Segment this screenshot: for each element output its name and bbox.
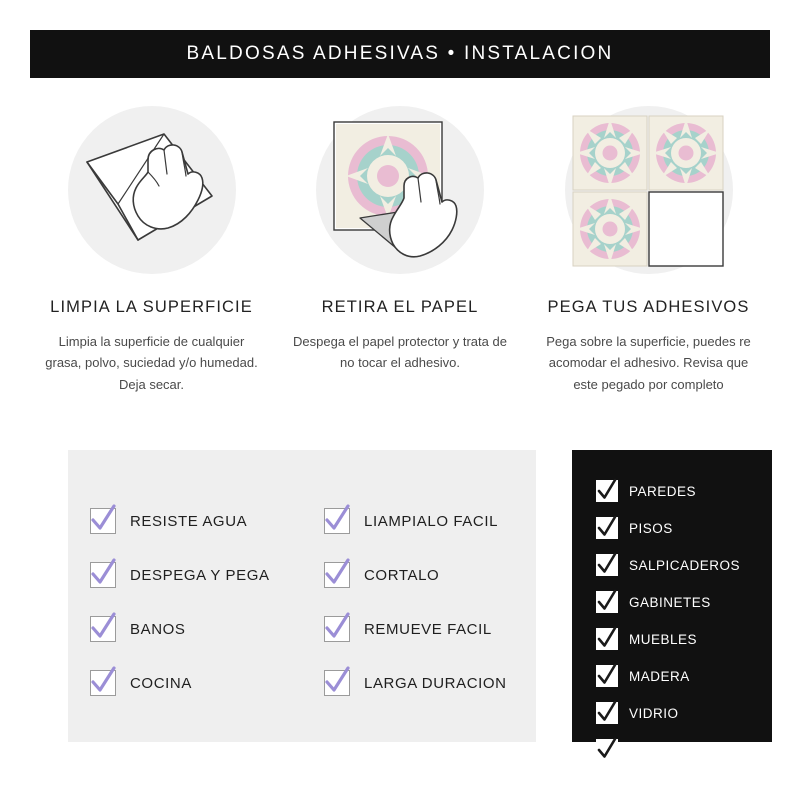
checkbox-checked-icon (596, 702, 618, 724)
feature-item (324, 616, 536, 642)
checkbox-checked-icon (324, 562, 350, 588)
checkbox-checked-icon (324, 616, 350, 642)
surface-label: PISOS (629, 520, 673, 536)
step-3-title: PEGA TUS ADHESIVOS (547, 298, 750, 316)
feature-item (324, 562, 536, 588)
hand-peeling-backing-paper-icon (300, 100, 500, 280)
surface-label: MADERA (629, 668, 690, 684)
checkbox-checked-icon (90, 562, 116, 588)
checkbox-checked-icon (90, 670, 116, 696)
checkbox-checked-icon (90, 616, 116, 642)
step-peel-paper (279, 100, 522, 395)
surface-item (596, 739, 772, 761)
step-1-title: LIMPIA LA SUPERFICIE (50, 298, 253, 316)
checkbox-checked-icon (596, 480, 618, 502)
checkbox-checked-icon (596, 554, 618, 576)
surface-item (596, 591, 772, 613)
checkbox-checked-icon (90, 508, 116, 534)
feature-label: RESISTE AGUA (130, 512, 248, 530)
feature-label: LIAMPIALO FACIL (364, 512, 499, 530)
step-2-artwork (279, 100, 522, 280)
page-title: BALDOSAS ADHESIVAS • INSTALACION (186, 43, 614, 64)
steps-section (30, 100, 770, 395)
checkbox-checked-icon (596, 739, 618, 761)
feature-item (90, 508, 302, 534)
feature-label: COCINA (130, 674, 192, 692)
checkbox-checked-icon (596, 591, 618, 613)
hand-cleaning-surface-icon (52, 100, 252, 280)
feature-label: DESPEGA Y PEGA (130, 566, 270, 584)
checkbox-checked-icon (596, 517, 618, 539)
step-3-description: Pega sobre la superficie, puedes re acomodar el adhesivo. Revisa que este pegado por completo (546, 334, 751, 392)
header-banner (30, 30, 770, 78)
feature-item (324, 670, 536, 696)
surface-item (596, 665, 772, 687)
checkbox-checked-icon (596, 628, 618, 650)
surface-item (596, 554, 772, 576)
feature-item (90, 562, 302, 588)
step-3-artwork (527, 100, 770, 280)
feature-label: LARGA DURACION (364, 674, 507, 692)
surface-label: SALPICADEROS (629, 557, 741, 573)
feature-item (90, 616, 302, 642)
surfaces-panel (572, 450, 772, 758)
step-apply-tiles (527, 100, 770, 395)
feature-item (90, 670, 302, 696)
feature-label: CORTALO (364, 566, 440, 584)
surface-item (596, 702, 772, 724)
step-clean-surface (30, 100, 273, 395)
surface-label: GABINETES (629, 594, 711, 610)
surface-label: MUEBLES (629, 631, 698, 647)
checkbox-checked-icon (324, 670, 350, 696)
step-2-description: Despega el papel protector y trata de no tocar el adhesivo. (293, 334, 507, 371)
features-panel (68, 450, 536, 742)
step-1-description: Limpia la superficie de cualquier grasa, polvo, suciedad y/o humedad. Deja secar. (45, 334, 258, 392)
surface-item (596, 628, 772, 650)
surface-label: PAREDES (629, 483, 697, 499)
surface-label: METAL (629, 742, 676, 758)
checkbox-checked-icon (596, 665, 618, 687)
step-2-title: RETIRA EL PAPEL (321, 298, 479, 316)
features-column-right (302, 508, 536, 742)
surface-item (596, 517, 772, 539)
feature-item (324, 508, 536, 534)
checkbox-checked-icon (324, 508, 350, 534)
feature-label: BANOS (130, 620, 186, 638)
step-1-artwork (30, 100, 273, 280)
features-column-left (68, 508, 302, 742)
surface-label: VIDRIO (629, 705, 679, 721)
tiles-applied-on-wall-icon (549, 100, 749, 280)
surface-item (596, 480, 772, 502)
feature-label: REMUEVE FACIL (364, 620, 492, 638)
